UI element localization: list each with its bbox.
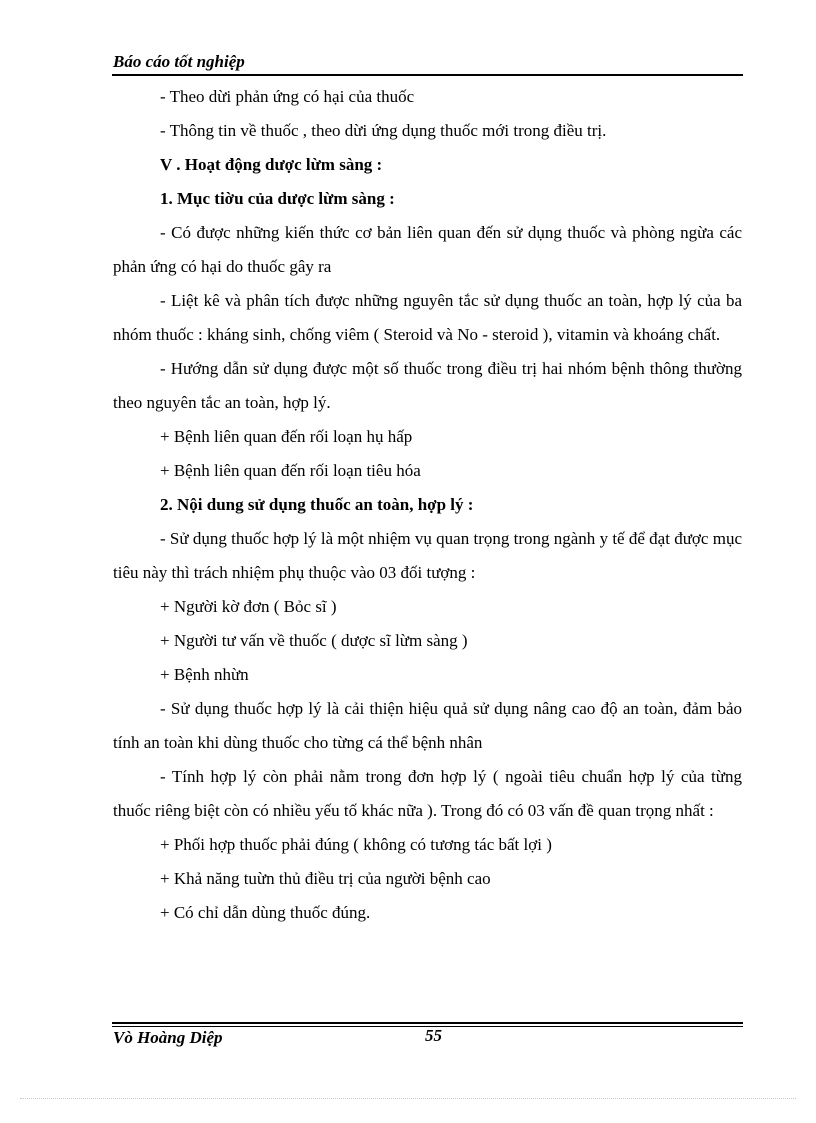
page-edge-divider: [20, 1098, 796, 1099]
paragraph: - Liệt kê và phân tích được những nguyên tắc sử dụng thuốc an toàn, hợp lý của ba nhóm thuốc : kháng sinh, chống viêm ( Steroid và No - steroid ), vitamin và khoáng chất.: [113, 291, 742, 344]
list-item: + Bệnh liên quan đến rối loạn hụ hấp: [160, 427, 413, 446]
section-heading: V . Hoạt động dược lừm sàng :: [160, 155, 383, 174]
list-item: + Bệnh liên quan đến rối loạn tiêu hóa: [160, 461, 421, 480]
page-number: 55: [425, 1026, 442, 1045]
header-rule: [112, 74, 743, 76]
list-item: + Khả năng tuừn thủ điều trị của người bệnh cao: [160, 869, 491, 888]
list-item: + Bệnh nhừn: [160, 665, 249, 684]
list-item: + Người kờ đơn ( Bỏc sĩ ): [160, 597, 337, 616]
list-item: + Người tư vấn về thuốc ( dược sĩ lừm sàng ): [160, 631, 468, 650]
paragraph: - Tính hợp lý còn phải nằm trong đơn hợp lý ( ngoài tiêu chuẩn hợp lý của từng thuốc riêng biệt còn có nhiều yếu tố khác nữa ). Trong đó có 03 vấn đề quan trọng nhất :: [113, 767, 742, 820]
subsection-heading: 1. Mục tiờu của dược lừm sàng :: [160, 189, 395, 208]
paragraph: - Có được những kiến thức cơ bản liên quan đến sử dụng thuốc và phòng ngừa các phản ứng có hại do thuốc gây ra: [113, 223, 742, 276]
list-item: + Phối hợp thuốc phải đúng ( không có tương tác bất lợi ): [160, 835, 552, 854]
paragraph: - Sử dụng thuốc hợp lý là cải thiện hiệu quả sử dụng nâng cao độ an toàn, đảm bảo tính an toàn khi dùng thuốc cho từng cá thể bệnh nhân: [113, 699, 742, 752]
document-body: [113, 80, 742, 930]
footer-rule: [112, 1022, 743, 1024]
list-item: + Có chỉ dẫn dùng thuốc đúng.: [160, 903, 371, 922]
paragraph: - Thông tin về thuốc , theo dừi ứng dụng thuốc mới trong điều trị.: [160, 121, 607, 140]
author-name: Vò Hoàng Diệp: [113, 1028, 223, 1047]
paragraph: - Sử dụng thuốc hợp lý là một nhiệm vụ quan trọng trong ngành y tế để đạt được mục tiêu này thì trách nhiệm phụ thuộc vào 03 đối tượng :: [113, 529, 742, 582]
paragraph: - Theo dừi phản ứng có hại của thuốc: [160, 87, 415, 106]
report-title: Báo cáo tốt nghiệp: [113, 52, 245, 71]
paragraph: - Hướng dẫn sử dụng được một số thuốc trong điều trị hai nhóm bệnh thông thường theo nguyên tắc an toàn, hợp lý.: [113, 359, 742, 412]
subsection-heading: 2. Nội dung sử dụng thuốc an toàn, hợp lý :: [160, 495, 474, 514]
